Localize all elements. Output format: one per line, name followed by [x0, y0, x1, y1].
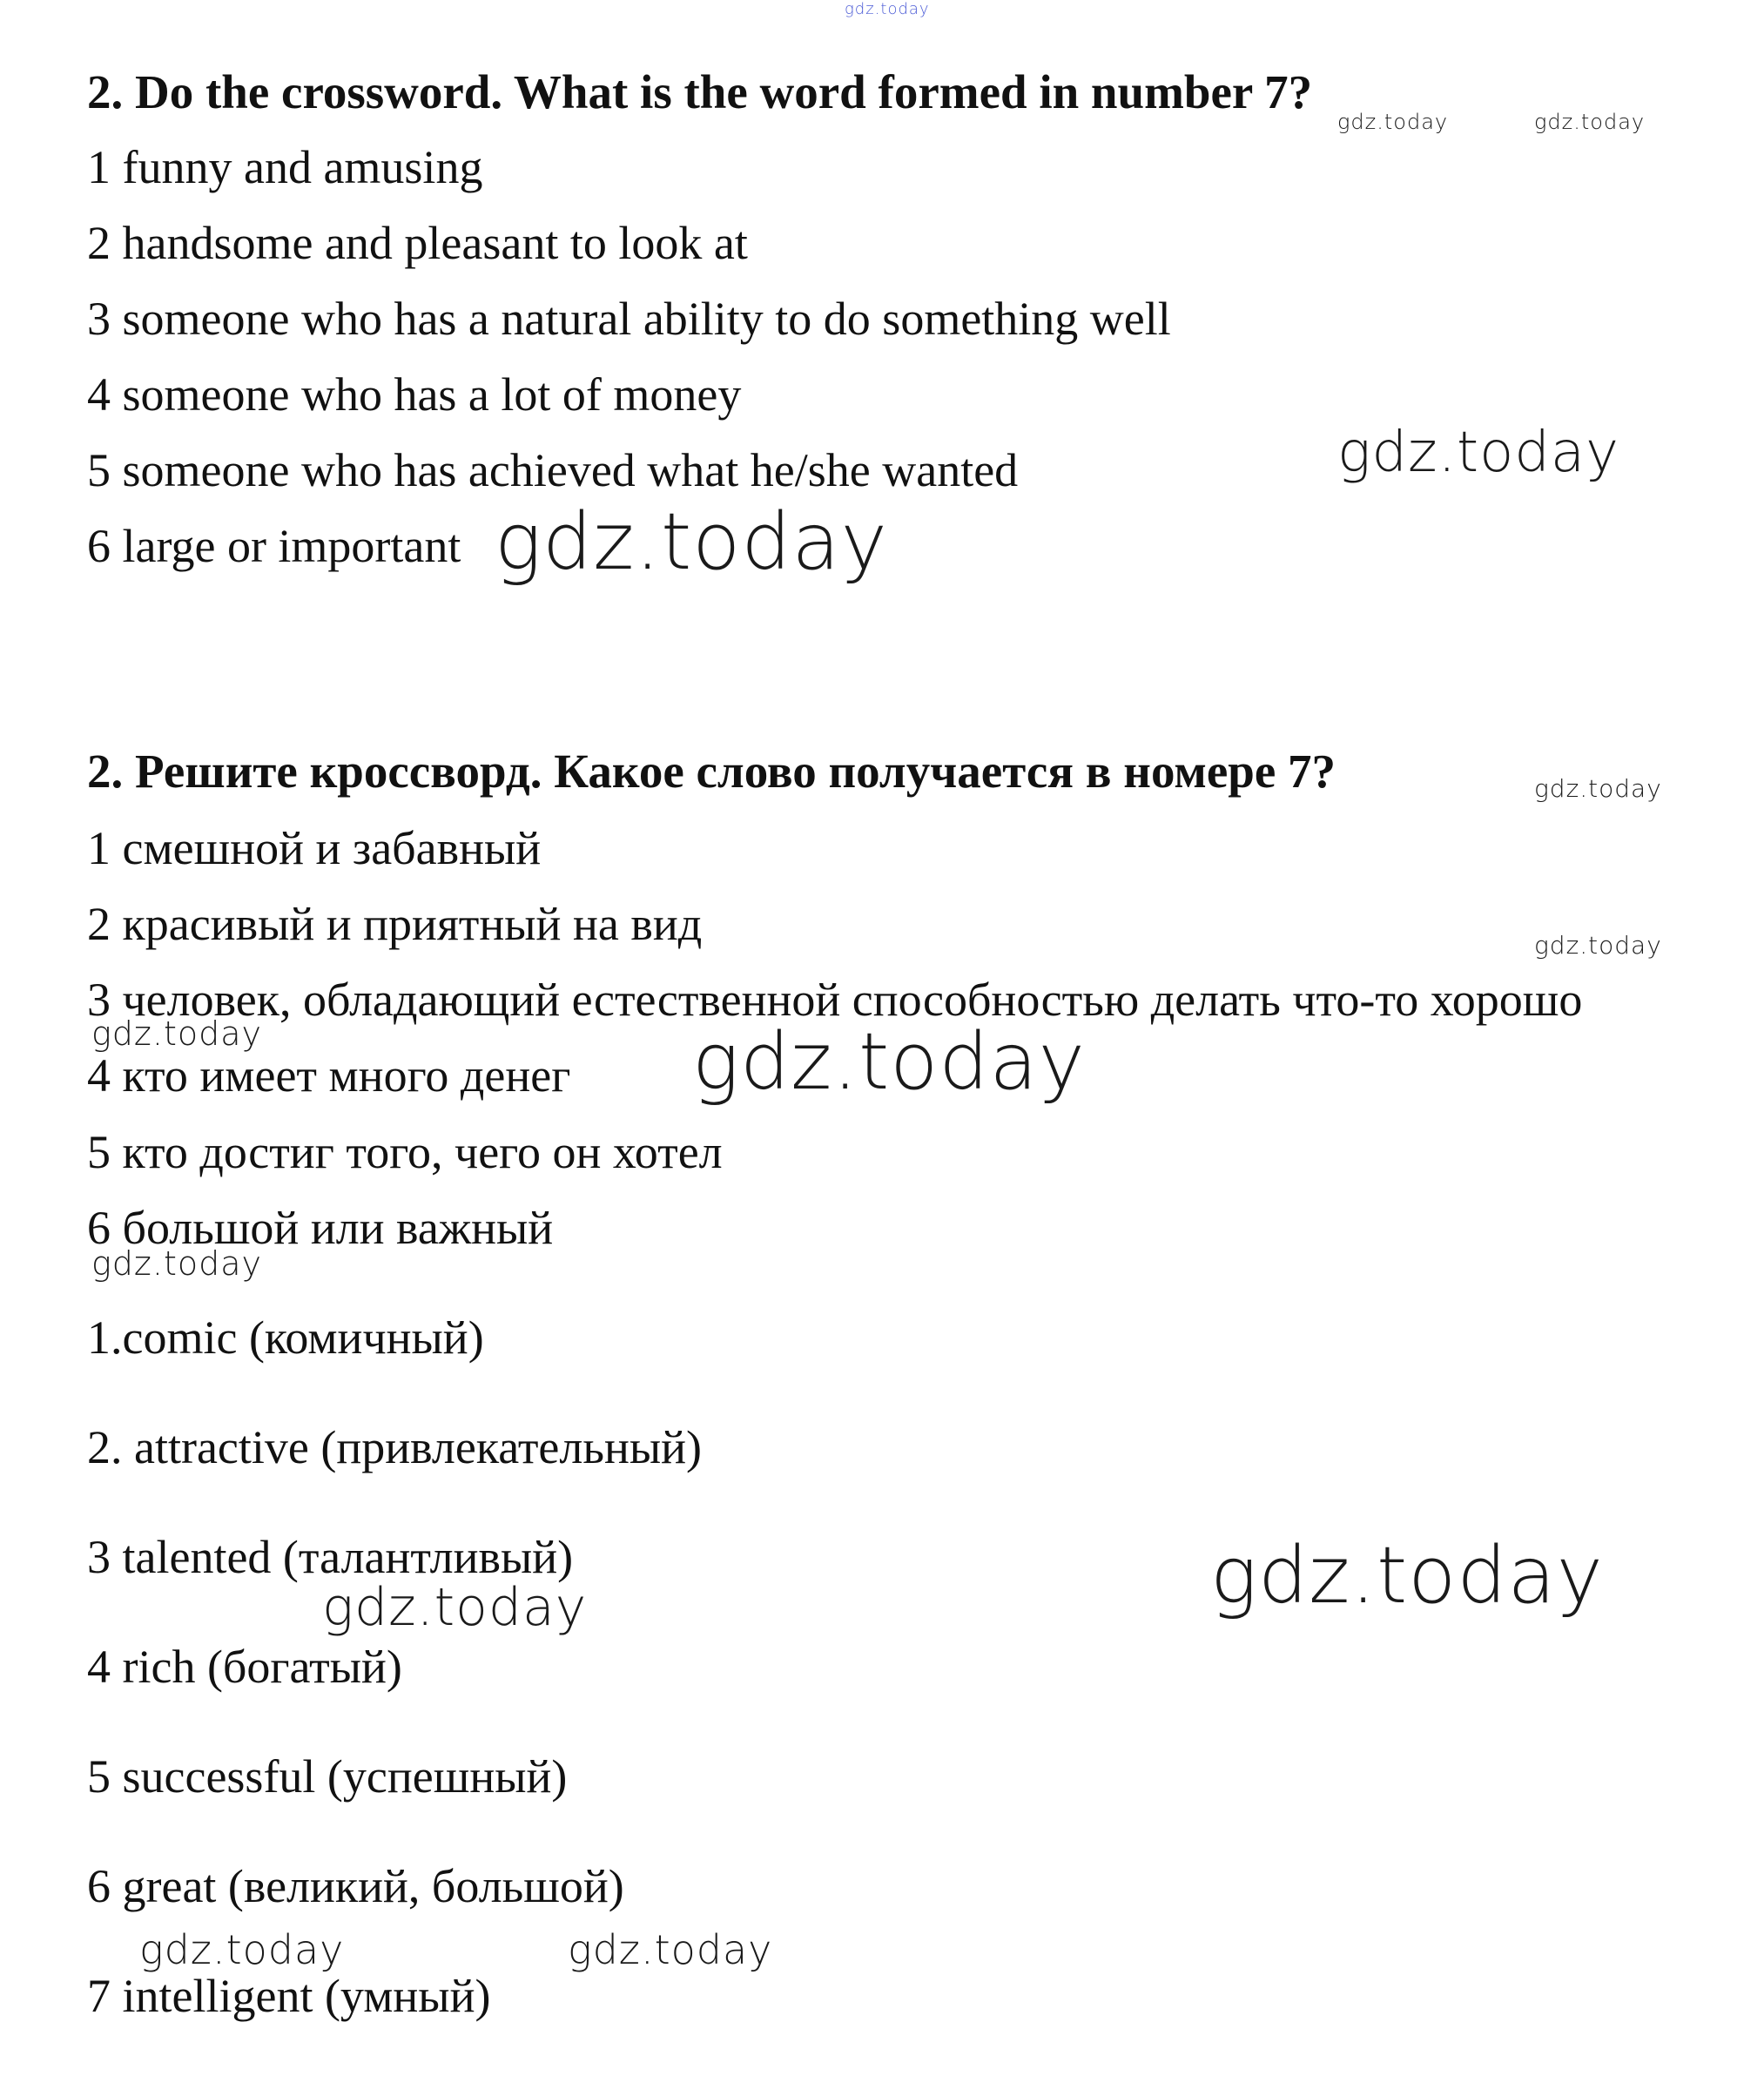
- watermark-text: gdz.today: [1210, 1530, 1604, 1621]
- watermark-text: gdz.today: [1534, 110, 1646, 134]
- watermark-text: gdz.today: [1337, 421, 1619, 485]
- watermark-text: gdz.today: [845, 0, 930, 18]
- russian-clue: 5 кто достиг того, чего он хотел: [87, 1126, 723, 1178]
- english-clue: 6 large or important: [87, 520, 461, 572]
- russian-clue: 3 человек, обладающий естественной способностью делать что-то хорошо: [87, 974, 1583, 1026]
- russian-clue: 1 смешной и забавный: [87, 822, 542, 874]
- russian-clue: 2 красивый и приятный на вид: [87, 898, 703, 950]
- watermark-text: gdz.today: [139, 1926, 345, 1973]
- english-clue: 3 someone who has a natural ability to do something well: [87, 293, 1171, 345]
- english-clue: 5 someone who has achieved what he/she wanted: [87, 444, 1019, 496]
- answer-item: 3 talented (талантливый): [87, 1531, 574, 1583]
- answer-item: 6 great (великий, большой): [87, 1860, 624, 1912]
- watermark-text: gdz.today: [1534, 931, 1662, 960]
- watermark-text: gdz.today: [91, 1244, 262, 1283]
- watermark-text: gdz.today: [568, 1926, 773, 1973]
- english-clue: 4 someone who has a lot of money: [87, 368, 742, 421]
- english-clue: 2 handsome and pleasant to look at: [87, 217, 748, 269]
- watermark-text: gdz.today: [1337, 110, 1449, 134]
- russian-heading: 2. Решите кроссворд. Какое слово получается в номере 7?: [87, 745, 1336, 798]
- watermark-text: gdz.today: [322, 1577, 588, 1638]
- english-heading: 2. Do the crossword. What is the word formed in number 7?: [87, 65, 1313, 118]
- russian-clue: 4 кто имеет много денег: [87, 1049, 571, 1102]
- answer-item: 7 intelligent (умный): [87, 1970, 491, 2022]
- english-clue: 1 funny and amusing: [87, 141, 483, 193]
- answer-item: 2. attractive (привлекательный): [87, 1421, 703, 1473]
- answer-item: 5 successful (успешный): [87, 1750, 568, 1803]
- russian-clue: 6 большой или важный: [87, 1202, 554, 1254]
- watermark-text: gdz.today: [91, 1014, 262, 1053]
- watermark-text: gdz.today: [495, 496, 888, 588]
- answer-item: 4 rich (богатый): [87, 1641, 402, 1693]
- watermark-text: gdz.today: [1534, 774, 1662, 803]
- answer-item: 1.comic (комичный): [87, 1311, 484, 1364]
- watermark-text: gdz.today: [692, 1016, 1086, 1108]
